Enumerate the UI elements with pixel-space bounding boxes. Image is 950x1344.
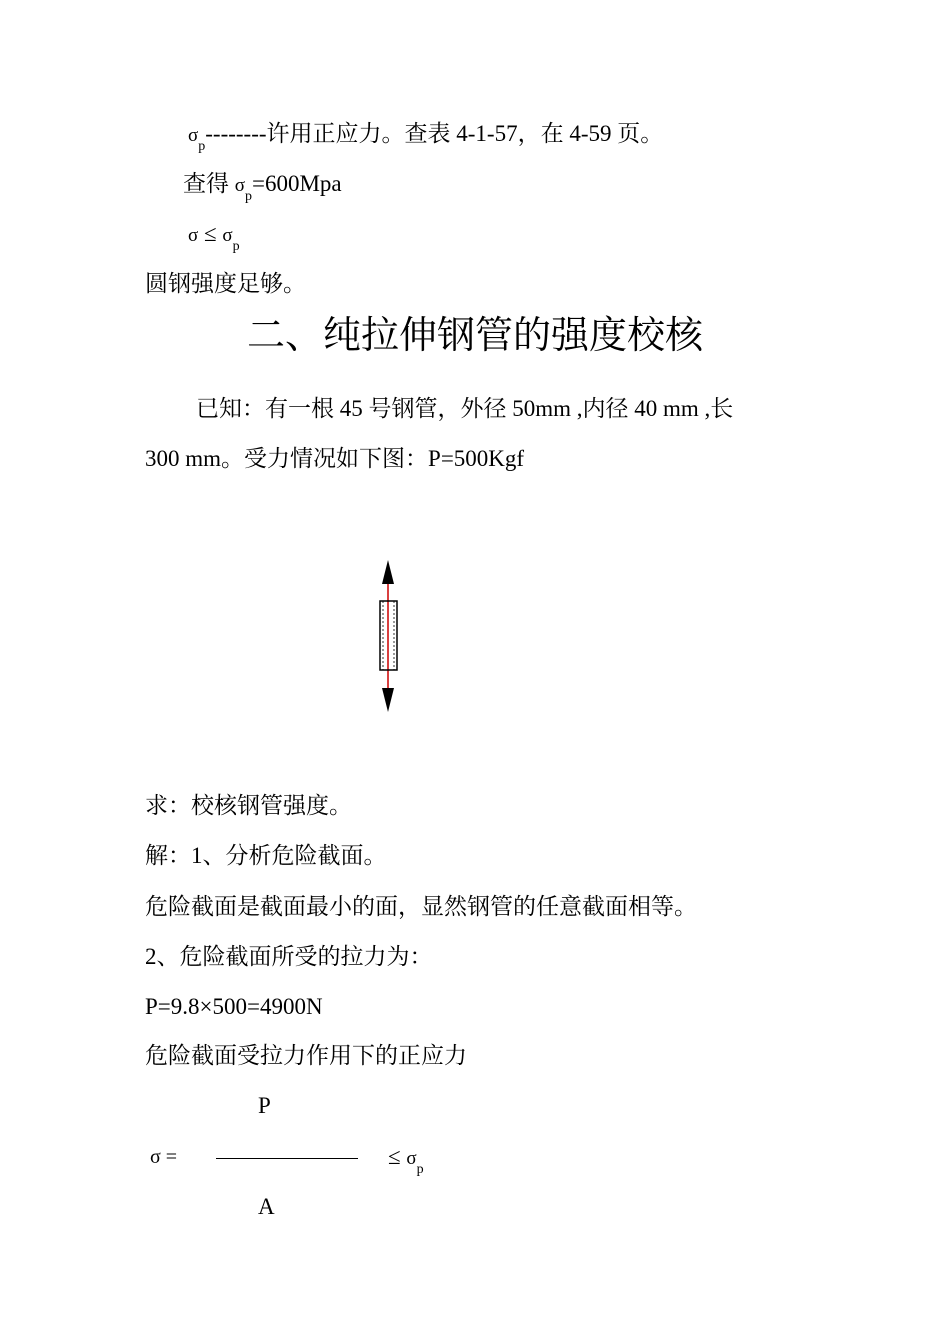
given-line-2: 300 mm。受力情况如下图：P=500Kgf: [145, 446, 525, 471]
fraction-rhs: [388, 1143, 424, 1175]
sigma-symbol: σ: [406, 1148, 417, 1169]
fraction-bar: [216, 1158, 358, 1159]
sigma-symbol: σ: [188, 225, 199, 246]
fraction-numerator: P: [258, 1093, 271, 1118]
arrow-down-icon: [382, 688, 394, 712]
subscript-p: p: [198, 139, 206, 154]
question-text: 求：校核钢管强度。: [145, 793, 352, 818]
sigma-symbol: σ: [222, 225, 233, 246]
stress-text: 危险截面受拉力作用下的正应力: [145, 1043, 467, 1068]
le-symbol: ≤: [198, 221, 223, 246]
given-line-1: 已知：有一根 45 号钢管，外径 50mm ,内径 40 mm ,长: [196, 396, 734, 421]
allowable-stress-text: --------许用正应力。查表 4-1-57，在 4-59 页。: [205, 121, 664, 146]
line-inequality: [188, 220, 240, 252]
le-symbol: ≤: [388, 1144, 401, 1169]
fraction-lhs: σ =: [150, 1146, 178, 1168]
subscript-p: p: [232, 239, 240, 254]
arrow-up-icon: [382, 560, 394, 584]
line-lookup-value: [183, 170, 342, 202]
subscript-p: p: [245, 189, 252, 204]
tension-tube-diagram: [360, 550, 420, 720]
line-allowable-stress: [188, 120, 663, 152]
conclusion-text: 圆钢强度足够。: [145, 271, 306, 296]
solution-step-1-text: 危险截面是截面最小的面，显然钢管的任意截面相等。: [145, 894, 697, 919]
solution-step-2: 2、危险截面所受的拉力为：: [145, 944, 433, 969]
force-formula: P=9.8×500=4900N: [145, 994, 323, 1019]
lookup-value: =600Mpa: [252, 171, 342, 196]
sigma-symbol: σ: [234, 175, 245, 196]
subscript-p: p: [416, 1162, 424, 1177]
lookup-prefix: 查得: [183, 171, 235, 196]
section-heading: 二、纯拉伸钢管的强度校核: [246, 313, 703, 357]
solution-step-1: 解：1、分析危险截面。: [145, 843, 387, 868]
sigma-symbol: σ: [188, 125, 199, 146]
fraction-denominator: A: [258, 1194, 275, 1219]
